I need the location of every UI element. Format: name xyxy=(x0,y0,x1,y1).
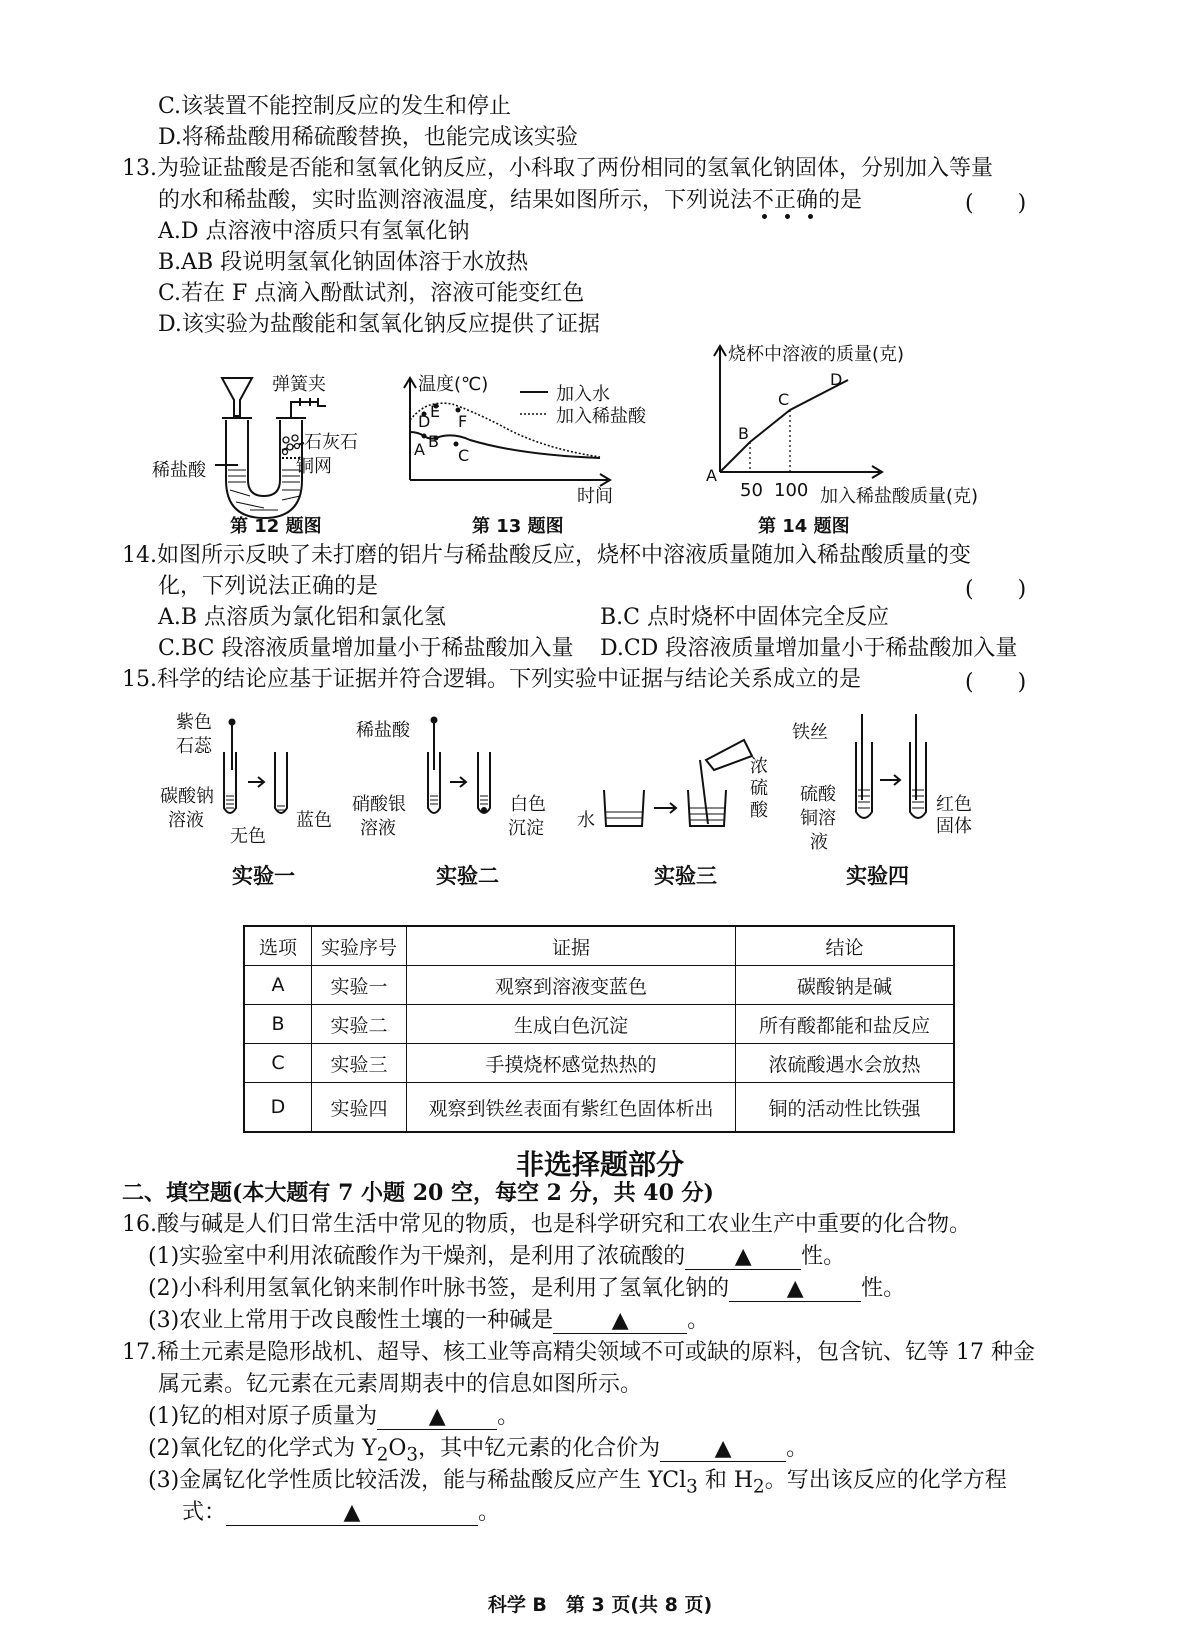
q16-part1-text: (1)实验室中利用浓硫酸作为干燥剂，是利用了浓硫酸的 xyxy=(148,1244,686,1269)
exp2-reagent: 稀盐酸 xyxy=(356,720,410,741)
table-cell: 实验三 xyxy=(312,1044,407,1083)
subscript: 3 xyxy=(406,1444,419,1466)
q17-part1-text: (1)钇的相对原子质量为 xyxy=(148,1404,378,1429)
q17-stem-line2: 属元素。钇元素在元素周期表中的信息如图所示。 xyxy=(158,1372,643,1397)
q12-option-c: C.该装置不能控制反应的发生和停止 xyxy=(158,94,512,119)
table-cell: 观察到溶液变蓝色 xyxy=(407,966,736,1005)
q13-answer-paren: ( ) xyxy=(965,191,1027,216)
exp4-title: 实验四 xyxy=(846,864,909,888)
fig14-tick-100: 100 xyxy=(774,480,809,501)
q17-stem-line1: 17.稀土元素是隐形战机、超导、核工业等高精尖领域不可或缺的原料，包含钪、钇等 17 种金 xyxy=(122,1340,1035,1365)
table-header-row xyxy=(244,926,954,966)
exp2-solution-line1: 硝酸银 xyxy=(352,794,406,815)
exp3-water-label: 水 xyxy=(577,810,595,831)
exp4-solution-line1: 硫酸 xyxy=(800,784,836,805)
exp4-result-line1: 红色 xyxy=(936,794,972,815)
q16-part1 xyxy=(148,1242,845,1272)
fig12-label-mesh: 铜网 xyxy=(296,456,332,477)
exp1-after-color: 蓝色 xyxy=(296,810,332,831)
answer-blank[interactable]: ▲ xyxy=(685,1245,801,1270)
answer-blank[interactable]: ▲ xyxy=(729,1277,861,1302)
fig13-legend-acid: 加入稀盐酸 xyxy=(556,406,646,427)
fig12-label-clamp: 弹簧夹 xyxy=(272,374,326,395)
answer-blank[interactable]: ▲ xyxy=(226,1501,478,1526)
fig12-label-acid: 稀盐酸 xyxy=(152,460,206,481)
q16-part3-suffix: 。 xyxy=(687,1308,710,1333)
q15-answer-paren: ( ) xyxy=(965,670,1027,695)
exp1-solution-line1: 碳酸钠 xyxy=(160,786,214,807)
fig13-legend-water: 加入水 xyxy=(556,384,610,405)
q13-option-c: C.若在 F 点滴入酚酞试剂，溶液可能变红色 xyxy=(158,281,585,306)
table-row xyxy=(244,1083,954,1133)
answer-blank[interactable]: ▲ xyxy=(553,1309,687,1334)
q16-part2-text: (2)小科利用氢氧化钠来制作叶脉书签，是利用了氢氧化钠的 xyxy=(148,1276,730,1301)
table-cell: D xyxy=(244,1083,312,1133)
q17-part3-text: 和 H xyxy=(697,1468,754,1493)
q14-option-b: B.C 点时烧杯中固体完全反应 xyxy=(600,605,889,630)
table-row xyxy=(244,1044,954,1083)
fig14-y-label: 烧杯中溶液的质量(克) xyxy=(728,344,905,365)
table-cell: 所有酸都能和盐反应 xyxy=(736,1005,955,1044)
exp3-acid-char1: 浓 xyxy=(750,756,768,777)
exp3-title: 实验三 xyxy=(654,864,717,888)
q13-option-d: D.该实验为盐酸能和氢氧化钠反应提供了证据 xyxy=(158,312,600,337)
fig13-point-e: E xyxy=(430,402,441,421)
fig13-x-label: 时间 xyxy=(577,486,613,507)
table-header: 结论 xyxy=(736,926,955,966)
table-cell: 实验四 xyxy=(312,1083,407,1133)
exp2-title: 实验二 xyxy=(436,864,499,888)
page-footer: 科学 B 第 3 页(共 8 页) xyxy=(487,1594,713,1616)
q17-part3-prefix: 式： xyxy=(182,1500,227,1525)
q16-part3-text: (3)农业上常用于改良酸性土壤的一种碱是 xyxy=(148,1308,554,1333)
q13-stem-line2: 的水和稀盐酸，实时监测溶液温度，结果如图所示，下列说法不正确的是 xyxy=(158,188,863,213)
table-cell: 碳酸钠是碱 xyxy=(736,966,955,1005)
q17-part2-text: ，其中钇元素的化合价为 xyxy=(418,1436,661,1461)
table-cell: 实验二 xyxy=(312,1005,407,1044)
table-header: 实验序号 xyxy=(312,926,407,966)
exp1-title: 实验一 xyxy=(232,864,295,888)
answer-blank[interactable]: ▲ xyxy=(660,1437,786,1462)
q15-evidence-table xyxy=(243,925,955,1133)
q17-part3-text: (3)金属钇化学性质比较活泼，能与稀盐酸反应产生 YCl xyxy=(148,1468,687,1493)
table-cell: 观察到铁丝表面有紫红色固体析出 xyxy=(407,1083,736,1133)
q13-stem-line1: 13.为验证盐酸是否能和氢氧化钠反应，小科取了两份相同的氢氧化钠固体，分别加入等量 xyxy=(122,156,993,181)
exp2-solution-line2: 溶液 xyxy=(360,818,396,839)
subscript: 3 xyxy=(686,1476,698,1498)
q17-part3-line2 xyxy=(182,1498,500,1528)
table-cell: C xyxy=(244,1044,312,1083)
q16-part2-suffix: 性。 xyxy=(861,1276,906,1301)
exp2-result-line1: 白色 xyxy=(510,794,546,815)
fig13-y-label: 温度(℃) xyxy=(418,374,489,395)
exp4-wire-label: 铁丝 xyxy=(792,722,828,743)
fig13-point-c: C xyxy=(458,446,470,465)
fig12-caption: 第 12 题图 xyxy=(230,516,322,537)
fig14-tick-50: 50 xyxy=(740,480,763,501)
fig14-point-c: C xyxy=(778,390,790,409)
q17-part3 xyxy=(148,1466,1007,1502)
exp3-acid-char2: 硫 xyxy=(750,778,768,799)
q17-part1 xyxy=(148,1402,519,1432)
exp1-reagent-line2: 石蕊 xyxy=(176,736,212,757)
table-cell: A xyxy=(244,966,312,1005)
exp4-solution-line2: 铜溶 xyxy=(800,808,836,829)
fig14-caption: 第 14 题图 xyxy=(758,516,850,537)
q16-part2 xyxy=(148,1274,905,1304)
q14-option-d: D.CD 段溶液质量增加量小于稀盐酸加入量 xyxy=(600,636,1018,661)
section-heading: 二、填空题(本大题有 7 小题 20 空，每空 2 分，共 40 分) xyxy=(122,1180,714,1206)
exp2-result-line2: 沉淀 xyxy=(508,818,544,839)
q17-part3-suffix: 。 xyxy=(478,1500,501,1525)
fig13-point-b: B xyxy=(428,432,439,451)
q14-option-c: C.BC 段溶液质量增加量小于稀盐酸加入量 xyxy=(158,636,574,661)
table-row xyxy=(244,966,954,1005)
table-header: 证据 xyxy=(407,926,736,966)
fig14-x-label: 加入稀盐酸质量(克) xyxy=(820,486,979,507)
answer-blank[interactable]: ▲ xyxy=(377,1405,497,1430)
exp3-acid-char3: 酸 xyxy=(750,800,768,821)
q14-stem-line2: 化，下列说法正确的是 xyxy=(158,574,379,599)
fig13-point-d: D xyxy=(418,412,431,431)
subscript: 2 xyxy=(376,1444,389,1466)
table-cell: 铜的活动性比铁强 xyxy=(736,1083,955,1133)
q17-part2-text: (2)氧化钇的化学式为 Y xyxy=(148,1436,377,1461)
q16-part1-suffix: 性。 xyxy=(801,1244,846,1269)
fig14-point-d: D xyxy=(830,370,843,389)
fig13-point-f: F xyxy=(458,412,468,431)
q17-part3-text: 。写出该反应的化学方程 xyxy=(764,1468,1007,1493)
q13-option-a: A.D 点溶液中溶质只有氢氧化钠 xyxy=(158,219,470,244)
q16-stem: 16.酸与碱是人们日常生活中常见的物质，也是科学研究和工农业生产中重要的化合物。 xyxy=(122,1212,971,1237)
table-header: 选项 xyxy=(244,926,312,966)
table-cell: 浓硫酸遇水会放热 xyxy=(736,1044,955,1083)
exp4-solution-line3: 液 xyxy=(810,832,828,853)
q13-option-b: B.AB 段说明氢氧化钠固体溶于水放热 xyxy=(158,250,529,275)
exp4-result-line2: 固体 xyxy=(936,816,972,837)
exp1-solution-line2: 溶液 xyxy=(168,810,204,831)
q14-answer-paren: ( ) xyxy=(965,577,1027,602)
q17-part2-text: O xyxy=(388,1436,407,1461)
fig12-label-limestone: 石灰石 xyxy=(304,432,358,453)
exp1-reagent-line1: 紫色 xyxy=(176,712,212,733)
fig13-point-a: A xyxy=(414,440,425,459)
q14-option-a: A.B 点溶质为氯化铝和氯化氢 xyxy=(158,605,447,630)
fig14-point-a: A xyxy=(706,466,717,485)
q17-part2 xyxy=(148,1434,808,1470)
q16-part3 xyxy=(148,1306,709,1336)
exp1-before-color: 无色 xyxy=(230,826,266,847)
q17-part2-suffix: 。 xyxy=(786,1436,809,1461)
table-cell: 手摸烧杯感觉热热的 xyxy=(407,1044,736,1083)
subscript: 2 xyxy=(753,1476,765,1498)
fig13-caption: 第 13 题图 xyxy=(472,516,564,537)
fig14-point-b: B xyxy=(738,424,749,443)
table-cell: B xyxy=(244,1005,312,1044)
q17-part1-suffix: 。 xyxy=(497,1404,520,1429)
table-cell: 生成白色沉淀 xyxy=(407,1005,736,1044)
section-title: 非选择题部分 xyxy=(515,1148,684,1181)
table-row xyxy=(244,1005,954,1044)
table-cell: 实验一 xyxy=(312,966,407,1005)
q14-stem-line1: 14.如图所示反映了未打磨的铝片与稀盐酸反应，烧杯中溶液质量随加入稀盐酸质量的变 xyxy=(122,543,971,568)
q15-stem: 15.科学的结论应基于证据并符合逻辑。下列实验中证据与结论关系成立的是 xyxy=(122,667,861,692)
q12-option-d: D.将稀盐酸用稀硫酸替换，也能完成该实验 xyxy=(158,125,578,150)
